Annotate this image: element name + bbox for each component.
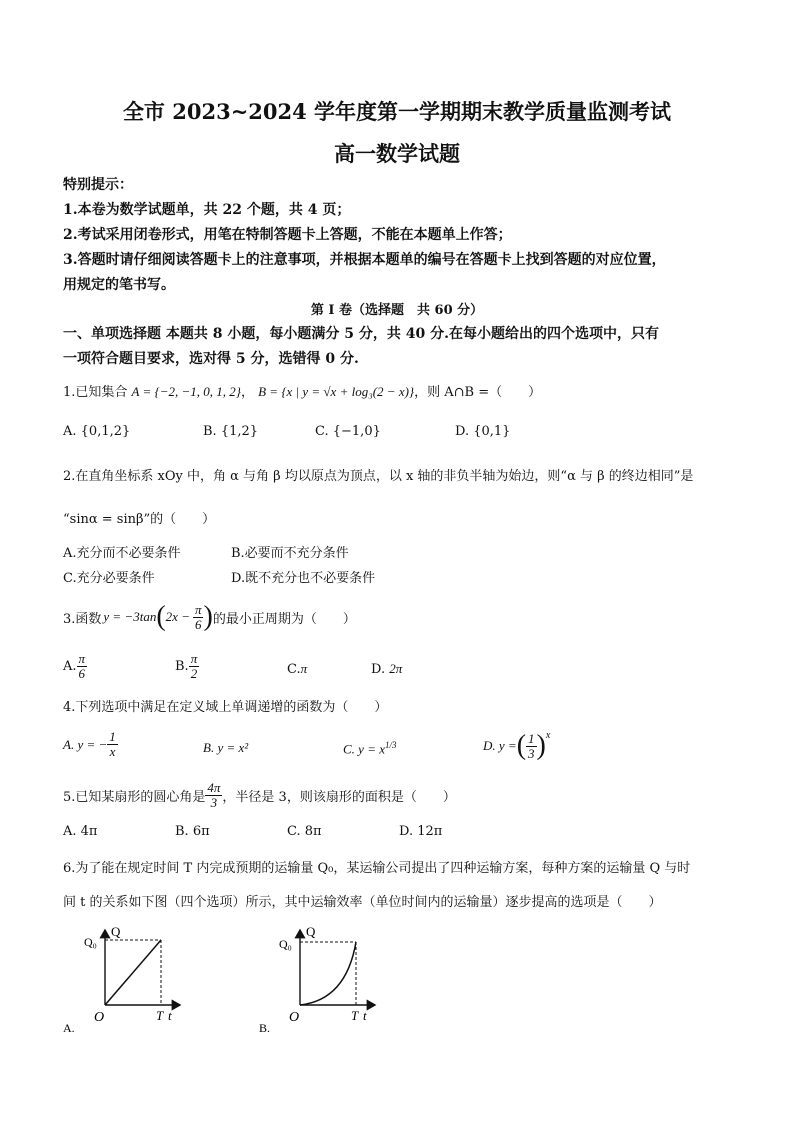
q1-suffix: ，则 A∩B =（ ） [414, 385, 542, 400]
origin-label: O [94, 1010, 105, 1025]
section-intro: 一、单项选择题 本题共 8 小题，每小题满分 5 分，共 40 分.在每小题给出的四个选项中，只有 [63, 326, 659, 342]
q3-option-d [371, 661, 402, 677]
q0-label: Q₀ [84, 935, 97, 949]
frac-den: 6 [78, 666, 86, 681]
q4-option-b [203, 740, 248, 756]
q3-right-paren: ) [203, 601, 213, 632]
frac-num: 1 [528, 730, 535, 746]
frac-num: 4π [207, 780, 221, 795]
frac-num: 1 [109, 729, 116, 744]
graph-a [62, 920, 192, 1040]
q2-option-d: D.既不充分也不必要条件 [231, 571, 376, 586]
q5-suffix: ，半径是 3，则该扇形的面积是（ ） [222, 790, 456, 805]
q2-option-b: B.必要而不充分条件 [231, 546, 349, 561]
q3-option-a [63, 652, 87, 681]
q1-option-b: B. {1,2} [203, 424, 259, 439]
question-4: 4.下列选项中满足在定义域上单调递增的函数为（ ） [63, 700, 388, 715]
q3-option-c-text: π [300, 661, 308, 676]
graph-b-option-label: B. [259, 1021, 271, 1035]
axis-y-label: Q [306, 924, 316, 939]
q2-option-c: C.充分必要条件 [63, 571, 155, 586]
q4-option-d-frac [526, 732, 537, 761]
frac-den: 3 [210, 795, 218, 810]
q4-right-paren: ) [536, 730, 546, 761]
section-intro: 一项符合题目要求，选对得 5 分，选错得 0 分. [63, 351, 359, 367]
q3-prefix: 3.函数 [63, 611, 102, 627]
q3-option-b [175, 652, 199, 681]
graph-a-option-label: A. [63, 1021, 75, 1035]
q3-left-paren: ( [156, 601, 166, 632]
graph-b [258, 920, 388, 1040]
q4-option-b-text: B. y = x² [203, 740, 249, 755]
t-mark-label: T [156, 1008, 164, 1023]
curve-convex [300, 942, 356, 1005]
origin-label: O [289, 1010, 300, 1025]
q4-option-a-frac [107, 730, 118, 759]
frac-den: x [109, 744, 116, 759]
note-item: 2.考试采用闭卷形式，用笔在特制答题卡上答题，不能在本题单上作答； [63, 227, 512, 243]
frac-num: π [78, 651, 86, 666]
q1-set-a: A = {−2, −1, 0, 1, 2} [131, 384, 241, 399]
notes-heading: 特别提示： [63, 177, 133, 193]
q3-option-a-frac [77, 652, 88, 681]
q4-option-c [343, 740, 397, 757]
q3-frac-num: π [194, 601, 202, 617]
q3-inner: 2x − [165, 609, 190, 624]
q3-expr: y = −3tan [103, 609, 157, 624]
note-item: 1.本卷为数学试题单，共 22 个题，共 4 页； [63, 202, 351, 218]
axis-x-label: t [168, 1008, 172, 1023]
q5-fraction [205, 781, 222, 810]
q4-option-d-text: D. y = [483, 738, 517, 753]
q3-option-c [287, 661, 307, 677]
q3-option-b-frac [189, 652, 200, 681]
q5-option-a: A. 4π [63, 824, 98, 839]
curve-linear [105, 940, 161, 1005]
q3-option-a-label: A. [63, 659, 77, 674]
q1-option-a: A. {0,1,2} [63, 424, 131, 439]
frac-den: 3 [528, 745, 535, 761]
q5-prefix: 5.已知某扇形的圆心角是 [63, 790, 206, 805]
question-2-line1: 2.在直角坐标系 xOy 中，角 α 与角 β 均以原点为顶点，以 x 轴的非负半轴为始边，则“α 与 β 的终边相同”是 [63, 469, 694, 484]
q1-set-b: B = {x | y = √x + log₃(2 − x)} [258, 384, 415, 399]
axis-y-label: Q [111, 924, 121, 939]
note-item: 用规定的笔书写。 [63, 277, 175, 293]
q4-option-a-text: A. y = − [63, 736, 108, 752]
q5-option-d: D. 12π [399, 824, 443, 839]
question-2-line2: “sinα = sinβ”的（ ） [63, 512, 216, 527]
q5-option-c: C. 8π [287, 824, 322, 839]
q2-option-a: A.充分而不必要条件 [63, 546, 181, 561]
q1-prefix: 1.已知集合 [63, 385, 128, 400]
q4-option-a [63, 730, 118, 759]
section-label: 第 I 卷（选择题 共 60 分） [310, 303, 484, 318]
q3-suffix: 的最小正周期为（ ） [212, 611, 356, 627]
q4-option-c-exponent: 1/3 [384, 740, 397, 750]
q3-option-b-label: B. [175, 659, 189, 674]
q3-frac-den: 6 [194, 616, 202, 632]
frac-num: π [190, 651, 198, 666]
exam-title: 全市 2023~2024 学年度第一学期期末教学质量监测考试 [122, 99, 672, 124]
q3-fraction [193, 603, 204, 632]
exam-subtitle: 高一数学试题 [334, 141, 460, 166]
question-6-line2: 间 t 的关系如下图（四个选项）所示，其中运输效率（单位时间内的运输量）逐步提高的选项是（ ） [63, 895, 662, 910]
q3-option-c-label: C. [287, 662, 301, 677]
t-mark-label: T [351, 1008, 359, 1023]
q4-left-paren: ( [516, 730, 527, 761]
q4-option-d [483, 730, 550, 762]
q5-option-b: B. 6π [175, 824, 210, 839]
axis-x-label: t [363, 1008, 367, 1023]
q4-option-c-text: C. y = x [343, 741, 385, 757]
q1-option-d: D. {0,1} [455, 424, 511, 439]
note-item: 3.答题时请仔细阅读答题卡上的注意事项，并根据本题单的编号在答题卡上找到答题的对应位置， [63, 252, 666, 268]
q3-option-d-label: D. [371, 662, 386, 677]
q3-option-d-text: 2π [389, 661, 403, 676]
question-5 [63, 781, 456, 810]
question-3 [63, 597, 356, 637]
q1-option-c: C. {−1,0} [315, 424, 381, 439]
question-6-line1: 6.为了能在规定时间 T 内完成预期的运输量 Q₀，某运输公司提出了四种运输方案，每种方案的运输量 Q 与时 [63, 861, 691, 876]
frac-den: 2 [190, 666, 198, 681]
q4-option-d-exponent: x [545, 730, 551, 741]
q0-label: Q₀ [279, 937, 292, 951]
question-1: 1.已知集合 A = {−2, −1, 0, 1, 2}， B = {x | y = √x + log₃(2 − x)}，则 A∩B =（ ） [63, 384, 542, 400]
